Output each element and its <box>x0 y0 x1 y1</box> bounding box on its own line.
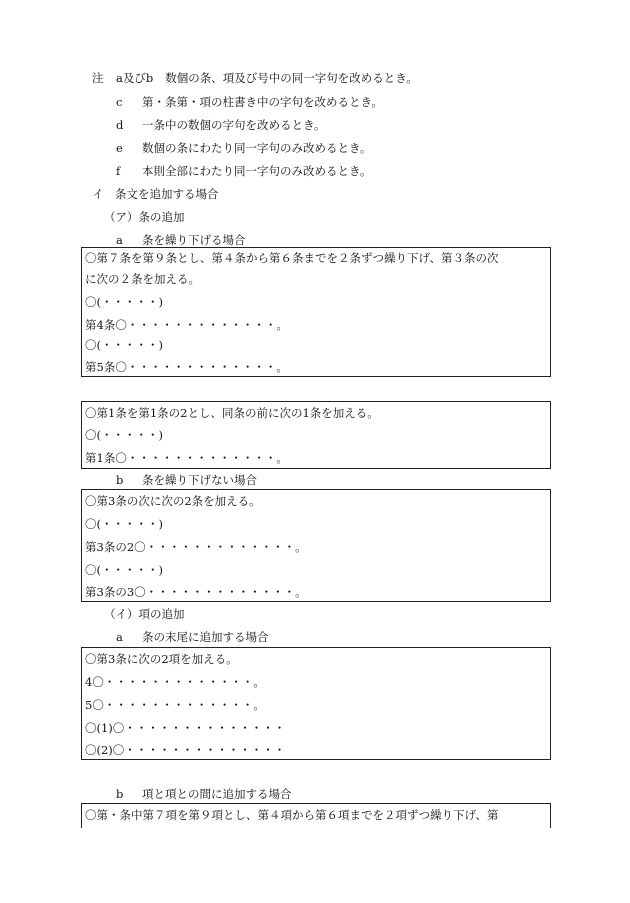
box-line: 第3条の3〇・・・・・・・・・・・・・。 <box>85 585 307 599</box>
box-line: 第1条〇・・・・・・・・・・・・・。 <box>85 451 288 465</box>
example-box <box>81 401 551 469</box>
example-box <box>81 803 551 828</box>
case-letter: a <box>116 630 123 644</box>
note-item <box>116 70 418 86</box>
box-line: 〇(2)〇・・・・・・・・・・・・・・ <box>85 743 286 757</box>
box-line: 〇(・・・・・) <box>85 428 163 442</box>
subsection-heading: （イ）項の追加 <box>104 607 185 621</box>
box-line: 5〇・・・・・・・・・・・・・。 <box>85 698 265 712</box>
case-letter: b <box>116 473 124 487</box>
note-letter: a及びb <box>116 71 154 85</box>
box-line: 〇(・・・・・) <box>85 517 163 531</box>
example-box <box>81 489 551 602</box>
note-item <box>116 163 372 179</box>
box-line: 〇(・・・・・) <box>85 338 163 352</box>
section-heading: イ 条文を追加する場合 <box>92 187 219 201</box>
box-line: 〇(・・・・・) <box>85 295 163 309</box>
box-line: 第5条〇・・・・・・・・・・・・・。 <box>85 360 288 374</box>
case-heading <box>116 629 269 645</box>
note-text: 数個の条にわたり同一字句のみ改めるとき。 <box>142 141 372 155</box>
note-text: 第・条第・項の柱書き中の字句を改めるとき。 <box>142 95 384 109</box>
box-line: 〇第・条中第７項を第９項とし、第４項から第６項までを２項ずつ繰り下げ、第 <box>85 808 499 822</box>
note-text: 数個の条、項及び号中の同一字句を改めるとき。 <box>165 71 418 85</box>
case-letter: a <box>116 233 123 247</box>
note-item <box>116 117 326 133</box>
note-text: 本則全部にわたり同一字句のみ改めるとき。 <box>142 164 372 178</box>
box-line: 第4条〇・・・・・・・・・・・・・。 <box>85 318 288 332</box>
note-item <box>116 94 384 110</box>
box-line: 〇(・・・・・) <box>85 563 163 577</box>
note-item <box>116 140 372 156</box>
example-box <box>81 647 551 760</box>
case-heading <box>116 232 246 248</box>
case-label: 条を繰り下げない場合 <box>142 473 257 487</box>
box-line: 〇第3条に次の2項を加える。 <box>85 652 238 666</box>
note-letter: c <box>116 95 123 109</box>
box-line: 〇第1条を第1条の2とし、同条の前に次の1条を加える。 <box>85 406 379 420</box>
case-label: 項と項との間に追加する場合 <box>142 787 292 801</box>
note-letter: d <box>116 118 124 132</box>
subsection-heading: （ア）条の追加 <box>104 210 185 224</box>
note-text: 一条中の数個の字句を改めるとき。 <box>142 118 326 132</box>
box-line: 〇第3条の次に次の2条を加える。 <box>85 494 261 508</box>
box-line: 〇(1)〇・・・・・・・・・・・・・・ <box>85 721 286 735</box>
note-mark: 注 <box>92 71 104 85</box>
case-heading <box>116 786 292 802</box>
box-line: 4〇・・・・・・・・・・・・・。 <box>85 675 265 689</box>
box-line: 第3条の2〇・・・・・・・・・・・・・。 <box>85 540 307 554</box>
example-box <box>81 247 551 377</box>
box-line: に次の２条を加える。 <box>85 272 200 286</box>
case-label: 条の末尾に追加する場合 <box>142 630 269 644</box>
case-heading <box>116 472 257 488</box>
note-letter: f <box>116 164 121 178</box>
case-label: 条を繰り下げる場合 <box>142 233 246 247</box>
case-letter: b <box>116 787 124 801</box>
note-letter: e <box>116 141 123 155</box>
box-line: 〇第７条を第９条とし、第４条から第６条までを２条ずつ繰り下げ、第３条の次 <box>85 251 499 265</box>
